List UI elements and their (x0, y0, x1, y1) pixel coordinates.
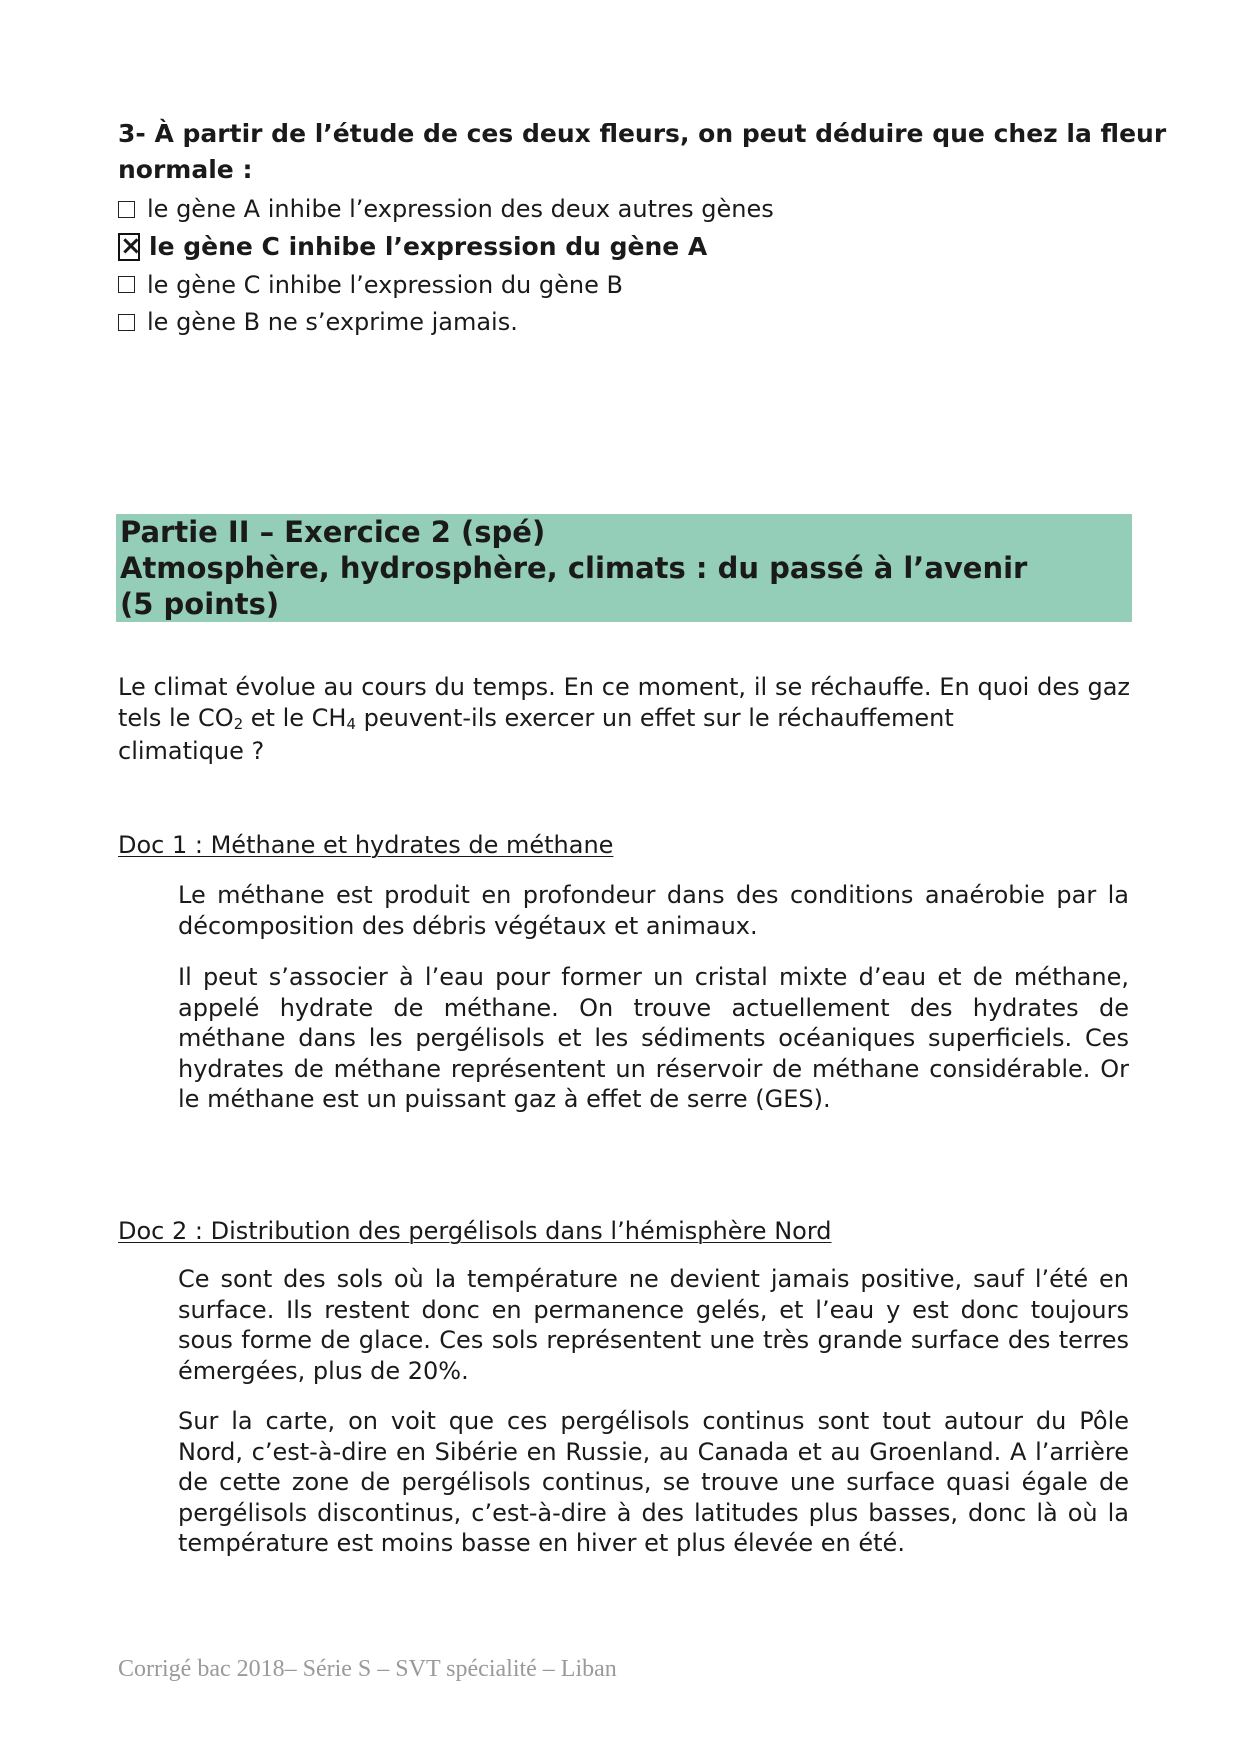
checkbox-empty-icon[interactable] (118, 276, 135, 293)
doc-1-paragraph-1: Le méthane est produit en profondeur dans des conditions anaérobie par la décomposition des débris végétaux et animaux. (178, 881, 1129, 940)
choice-3[interactable] (118, 267, 1168, 303)
choice-2[interactable] (118, 229, 1168, 265)
doc-2-title: Doc 2 : Distribution des pergélisols dans l’hémisphère Nord (118, 1217, 832, 1245)
section-title-line-3: (5 points) (120, 587, 280, 621)
intro-text-part-2: et le CH (243, 703, 347, 732)
checkbox-checked-icon[interactable] (118, 233, 140, 261)
choice-4[interactable] (118, 304, 1168, 340)
checkbox-empty-icon[interactable] (118, 314, 135, 331)
doc-1-paragraph-2: Il peut s’associer à l’eau pour former un cristal mixte d’eau et de méthane, appelé hydrate de méthane. On trouve actuellement des hydrates de méthane dans les pergélisols et les sédiments océaniques superficiels. Ces hydrates de méthane représentent un réservoir de méthane considérable. Or le méthane est un puissant gaz à effet de serre (GES). (178, 963, 1129, 1113)
choice-1-text: le gène A inhibe l’expression des deux autres gènes (147, 195, 774, 223)
checkbox-empty-icon[interactable] (118, 201, 135, 218)
intro-text-part-1: Le climat évolue au cours du temps. En ce moment, il se réchauffe. En quoi des gaz tels le CO (118, 673, 1130, 732)
section-banner (116, 514, 1132, 622)
intro-text-part-3: peuvent-ils exercer un effet sur le réchauffement (355, 703, 954, 732)
doc-2-paragraph-2: Sur la carte, on voit que ces pergélisols continus sont tout autour du Pôle Nord, c’est-à-dire en Sibérie en Russie, au Canada et au Groenland. A l’arrière de cette zone de pergélisols continus, se trouve une surface quasi égale de pergélisols discontinus, c’est-à-dire à des latitudes plus basses, donc là où la température est moins basse en hiver et plus élevée en été. (178, 1407, 1129, 1557)
question-3 (118, 116, 1168, 342)
section-title-line-2: Atmosphère, hydrosphère, climats : du passé à l’avenir (120, 551, 1028, 585)
question-3-prompt: 3- À partir de l’étude de ces deux fleurs, on peut déduire que chez la fleur normale : (118, 119, 1167, 184)
section-title-line-1: Partie II – Exercice 2 (spé) (120, 515, 546, 549)
choice-3-text: le gène C inhibe l’expression du gène B (147, 270, 623, 299)
doc-2-paragraph-1: Ce sont des sols où la température ne devient jamais positive, sauf l’été en surface. Ils restent donc en permanence gelés, et l’eau y est donc toujours sous forme de glace. Ces sols représentent une très grande surface des terres émergées, plus de 20%. (178, 1265, 1129, 1385)
intro-question (118, 672, 1130, 767)
ch4-subscript: 4 (346, 715, 356, 734)
choice-2-text: le gène C inhibe l’expression du gène A (149, 231, 708, 261)
choice-4-text: le gène B ne s’exprime jamais. (147, 308, 518, 336)
choice-1[interactable] (118, 191, 1168, 227)
co2-subscript: 2 (233, 715, 244, 734)
page-footer: Corrigé bac 2018– Série S – SVT spécialité – Liban (118, 1656, 617, 1682)
doc-1-title: Doc 1 : Méthane et hydrates de méthane (118, 831, 614, 859)
intro-text-last-line: climatique ? (118, 737, 265, 765)
